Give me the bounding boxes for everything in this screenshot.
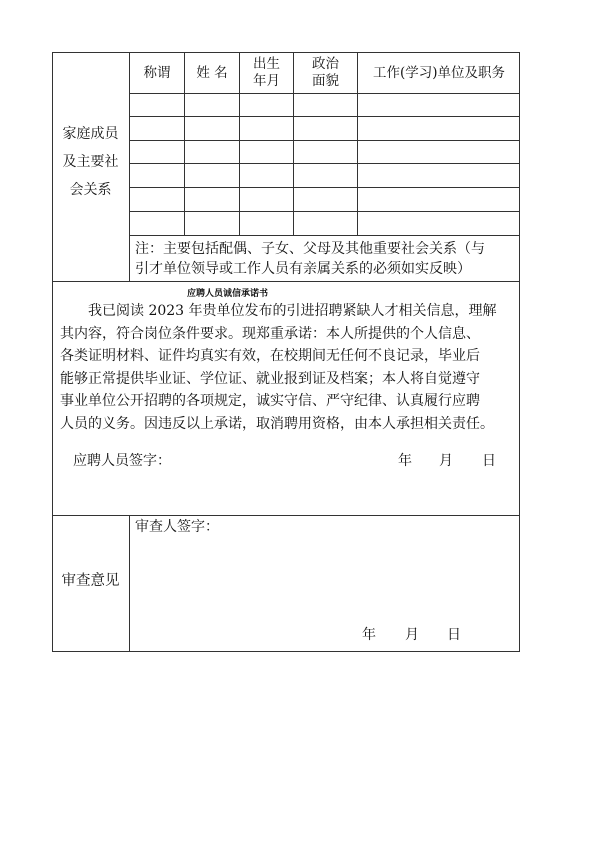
header-work: 工作(学习)单位及职务 xyxy=(372,65,506,81)
label-column-divider-bottom xyxy=(129,515,130,652)
row-line-5 xyxy=(129,211,520,212)
pledge-section-top xyxy=(52,281,520,282)
review-date-year: 年 xyxy=(362,627,376,643)
pledge-title: 应聘人员诚信承诺书 xyxy=(187,289,269,299)
family-section-label: 家庭成员 及主要社 会关系 xyxy=(62,126,119,198)
row-line-4 xyxy=(129,187,520,188)
row-line-header xyxy=(129,93,520,94)
row-line-1 xyxy=(129,116,520,117)
review-date-day: 日 xyxy=(447,627,461,643)
pledge-paragraph: 我已阅读 2023 年贵单位发布的引进招聘紧缺人才相关信息，理解 其内容，符合岗位条件要求。现郑重承诺：本人所提供的个人信息、 各类证明材料、证件均真实有效，在校期间无任何不良记录，毕业后 能够正常提供毕业证、学位证、就业报到证及档案；本人将自觉遵守 事业单位公开招聘的各项规定，诚实守信、严守纪律、认真履行应聘 人员的义务。因违反以上承诺，取消聘用资格，由本人承担相关责任。 xyxy=(60,303,497,432)
review-section-label: 审查意见 xyxy=(61,573,120,589)
applicant-date-day: 日 xyxy=(482,453,496,469)
reviewer-signature-label: 审查人签字： xyxy=(135,519,219,535)
applicant-signature-label: 应聘人员签字： xyxy=(73,453,171,469)
review-date-month: 月 xyxy=(405,627,419,643)
row-line-2 xyxy=(129,140,520,141)
header-birth: 出生 年月 xyxy=(253,56,280,89)
row-line-6 xyxy=(129,235,520,236)
header-relation: 称谓 xyxy=(143,65,171,81)
applicant-date-month: 月 xyxy=(439,453,453,469)
label-column-divider-top xyxy=(129,52,130,281)
family-note: 注：主要包括配偶、子女、父母及其他重要社会关系（与 引才单位领导或工作人员有亲属关系的必须如实反映） xyxy=(135,241,485,277)
review-section-top xyxy=(52,515,520,516)
applicant-date-year: 年 xyxy=(398,453,412,469)
header-name: 姓 名 xyxy=(196,65,228,81)
row-line-3 xyxy=(129,163,520,164)
header-political: 政治 面貌 xyxy=(312,56,339,89)
